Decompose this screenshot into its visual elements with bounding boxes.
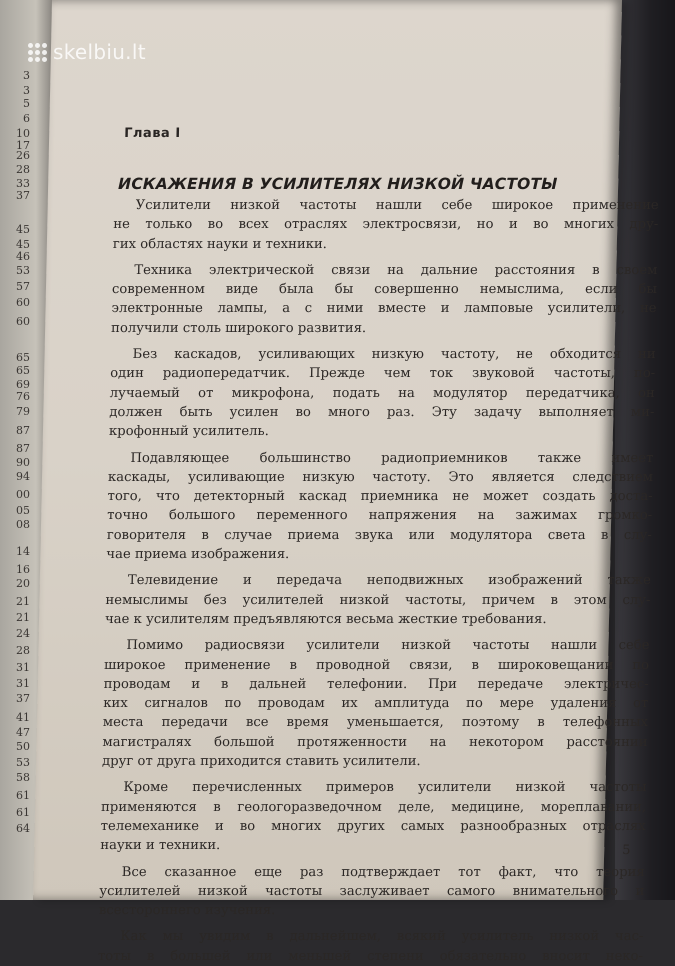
text-line: телемеханике и во многих других самых разнообразных отраслях	[100, 818, 646, 834]
margin-number: 61	[16, 806, 30, 819]
paragraph	[102, 636, 650, 771]
margin-number: 58	[16, 771, 30, 784]
margin-number: 33	[16, 177, 30, 190]
margin-number: 10	[16, 127, 30, 140]
watermark-logo-icon	[28, 43, 47, 62]
paragraph	[98, 927, 644, 966]
text-line: Телевидение и передача неподвижных изображений также	[127, 573, 651, 589]
chapter-heading: Глава I	[124, 126, 181, 141]
margin-number: 69	[16, 378, 30, 391]
text-line: науки и техники.	[100, 838, 221, 854]
margin-number: 87	[16, 442, 30, 455]
watermark-text: skelbiu.lt	[53, 40, 146, 64]
paragraph	[99, 863, 645, 921]
margin-number: 65	[16, 364, 30, 377]
margin-number: 28	[16, 644, 30, 657]
text-line: друг от друга приходится ставить усилители.	[101, 754, 421, 770]
chapter-title: ИСКАЖЕНИЯ В УСИЛИТЕЛЯХ НИЗКОЙ ЧАСТОТЫ	[117, 175, 558, 193]
margin-number: 24	[16, 627, 30, 640]
margin-number: 41	[16, 711, 30, 724]
text-line: электронные лампы, а с ними вместе и ламповые усилители, не	[111, 301, 657, 317]
paragraph	[105, 571, 651, 629]
text-line: современном виде была бы совершенно немыслима, если бы	[111, 282, 658, 298]
margin-number: 53	[16, 756, 30, 769]
margin-number: 37	[16, 692, 30, 705]
text-line: Подавляющее большинство радиоприемников также имеет	[130, 450, 654, 466]
margin-number: 47	[16, 726, 30, 739]
margin-number: 60	[16, 315, 30, 328]
text-line: чае приема изображения.	[106, 547, 290, 563]
text-line: всестороннего изучения.	[98, 903, 276, 919]
text-line: места передачи все время уменьшается, поэтому в телефонных	[102, 715, 649, 731]
text-line: не только во всех отраслях электросвязи, но и во многих дру-	[113, 217, 659, 233]
paragraph	[111, 261, 658, 338]
margin-number: 26	[16, 149, 30, 162]
margin-number: 64	[16, 822, 30, 835]
text-line: лучаемый от микрофона, подать на модулятор передатчика, он	[109, 385, 655, 401]
page-number: 5	[622, 843, 631, 858]
margin-number: 37	[16, 189, 30, 202]
text-line: тоты в большей или меньшей степени обязательно вносит неко-	[97, 948, 644, 964]
text-line: Как мы увидим в дальнейшем, всякий усилитель низкой час-	[120, 929, 644, 945]
margin-number: 5	[23, 97, 30, 110]
text-line: должен быть усилен во много раз. Эту задачу выполняет ми-	[109, 404, 655, 420]
margin-number: 50	[16, 740, 30, 753]
text-line: магистралях большой протяженности на некотором расстоянии	[102, 734, 648, 750]
paragraph	[109, 345, 656, 441]
margin-number: 31	[16, 677, 30, 690]
watermark	[28, 40, 146, 64]
margin-number: 21	[16, 611, 30, 624]
text-line: ких сигналов по проводам их амплитуда по мере удаления от	[103, 696, 649, 712]
text-line: говорителя в случае приема звука или модулятора света в слу-	[106, 527, 652, 543]
margin-number: 87	[16, 424, 30, 437]
margin-number: 00	[16, 488, 30, 501]
paragraph	[100, 778, 647, 855]
margin-number: 45	[16, 223, 30, 236]
margin-number: 05	[16, 504, 30, 517]
margin-number: 31	[16, 661, 30, 674]
margin-number: 08	[16, 518, 30, 531]
text-line: один радиопередатчик. Прежде чем ток звуковой частоты, по-	[110, 366, 656, 382]
text-line: Кроме перечисленных примеров усилители низкой частоты	[123, 780, 647, 796]
margin-number: 46	[16, 250, 30, 263]
margin-number: 6	[23, 112, 30, 125]
margin-number: 3	[23, 69, 30, 82]
margin-number: 76	[16, 390, 30, 403]
text-line: точно большого переменного напряжения на зажимах громко-	[107, 508, 653, 524]
text-line: проводам и в дальней телефонии. При передаче электричес-	[103, 676, 649, 692]
text-line: чае к усилителям предъявляются весьма жесткие требования.	[104, 611, 547, 627]
text-line: Усилители низкой частоты нашли себе широкое применение	[135, 198, 659, 213]
text-line: немыслимы без усилителей низкой частоты, причем в этом слу-	[105, 592, 651, 608]
text-line: применяются в геологоразведочном деле, медицине, мореплавании,	[100, 799, 647, 815]
body-text	[98, 196, 659, 966]
text-line: крофонный усилитель.	[108, 424, 270, 440]
paragraph	[113, 196, 659, 254]
text-line: усилителей низкой частоты заслуживает самого внимательного и	[99, 883, 645, 899]
margin-number: 94	[16, 470, 30, 483]
text-line: широкое применение в проводной связи, в широковещании по	[103, 657, 650, 673]
margin-number: 79	[16, 405, 30, 418]
margin-number: 20	[16, 577, 30, 590]
paragraph	[106, 449, 653, 565]
text-line: гих областях науки и техники.	[112, 236, 328, 252]
text-line: каскады, усиливающие низкую частоту. Это является следствием	[107, 469, 654, 485]
text-line: Без каскадов, усиливающих низкую частоту, не обходится ни	[132, 347, 656, 363]
margin-number: 3	[23, 84, 30, 97]
margin-number: 61	[16, 789, 30, 802]
margin-number: 53	[16, 264, 30, 277]
margin-number: 60	[16, 296, 30, 309]
book-page	[33, 0, 659, 964]
margin-number: 21	[16, 595, 30, 608]
text-line: получили столь широкого развития.	[110, 320, 367, 336]
text-line: того, что детекторный каскад приемника не может создать доста-	[107, 489, 653, 505]
text-line: Помимо радиосвязи усилители низкой частоты нашли себе	[126, 638, 650, 654]
margin-number: 45	[16, 238, 30, 251]
margin-number: 28	[16, 163, 30, 176]
margin-number: 16	[16, 563, 30, 576]
text-line: Все сказанное еще раз подтверждает тот факт, что теория	[121, 864, 645, 880]
margin-number: 14	[16, 545, 30, 558]
margin-number: 65	[16, 351, 30, 364]
margin-number: 90	[16, 456, 30, 469]
margin-number: 17	[16, 139, 30, 152]
margin-number: 57	[16, 280, 30, 293]
text-line: Техника электрической связи на дальние расстояния в своем	[134, 262, 658, 278]
